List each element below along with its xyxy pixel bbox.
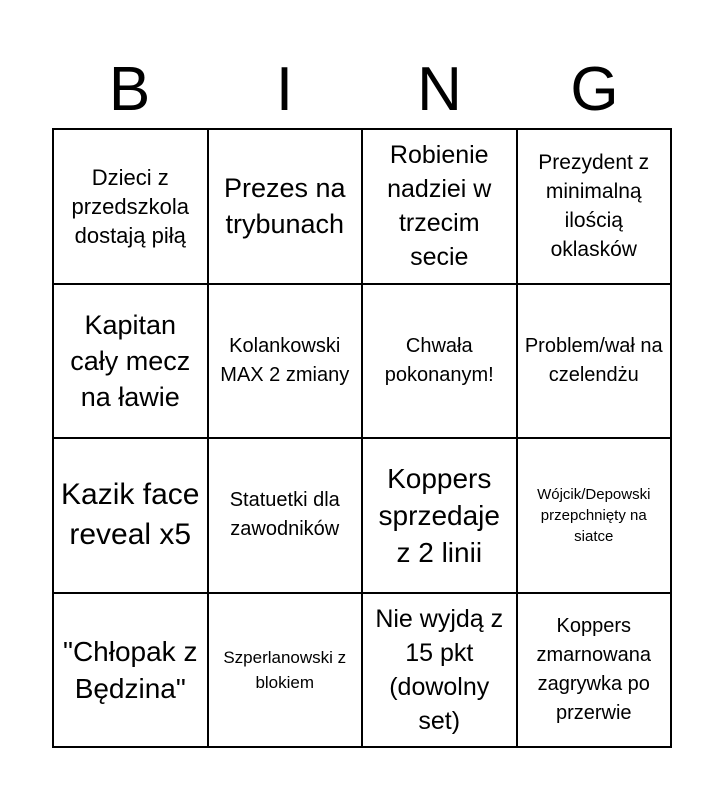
bingo-board	[52, 128, 672, 748]
bingo-cell[interactable]	[208, 438, 363, 593]
cell-text: Wójcik/Depowski przepchnięty na siatce	[537, 485, 651, 545]
bingo-cell[interactable]	[53, 284, 208, 439]
cell-text: Koppers zmarnowana zagrywka po przerwie	[536, 614, 651, 724]
cell-text: Problem/wał na czelendżu	[524, 334, 663, 386]
cell-text: Kolankowski MAX 2 zmiany	[220, 334, 350, 386]
cell-text: Szperlanowski z blokiem	[223, 647, 347, 692]
cell-text: Dzieci z przedszkola dostają piłą	[71, 164, 189, 248]
cell-text: Statuetki dla zawodników	[229, 489, 340, 541]
cell-text: Kapitan cały mecz na ławie	[70, 309, 191, 412]
cell-text: Prezydent z minimalną ilością oklasków	[538, 151, 650, 262]
bingo-cell[interactable]	[517, 593, 672, 748]
cell-text: "Chłopak z Będzina"	[63, 635, 198, 704]
bingo-cell[interactable]	[362, 593, 517, 748]
bingo-cell[interactable]	[53, 593, 208, 748]
bingo-cell[interactable]	[517, 284, 672, 439]
header-letter-n: N	[417, 55, 462, 124]
bingo-cell[interactable]	[517, 438, 672, 593]
header-letter-i: I	[275, 55, 294, 124]
cell-text: Nie wyjdą z 15 pkt (dowolny set)	[375, 604, 504, 735]
bingo-cell[interactable]	[208, 593, 363, 748]
bingo-cell[interactable]	[362, 438, 517, 593]
bingo-header	[52, 52, 672, 128]
cell-text: Robienie nadziei w trzecim secie	[387, 141, 492, 272]
bingo-cell[interactable]	[362, 129, 517, 284]
bingo-cell[interactable]	[53, 129, 208, 284]
cell-text: Koppers sprzedaje z 2 linii	[378, 462, 500, 568]
cell-text: Chwała pokonanym!	[384, 334, 494, 386]
cell-text: Prezes na trybunach	[223, 173, 346, 240]
header-letter-b: B	[108, 55, 151, 124]
bingo-cell[interactable]	[362, 284, 517, 439]
bingo-cell[interactable]	[208, 129, 363, 284]
cell-text: Kazik face reveal x5	[61, 478, 200, 552]
bingo-cell[interactable]	[517, 129, 672, 284]
bingo-cell[interactable]	[53, 438, 208, 593]
bingo-cell[interactable]	[208, 284, 363, 439]
header-letter-g: G	[570, 55, 619, 124]
